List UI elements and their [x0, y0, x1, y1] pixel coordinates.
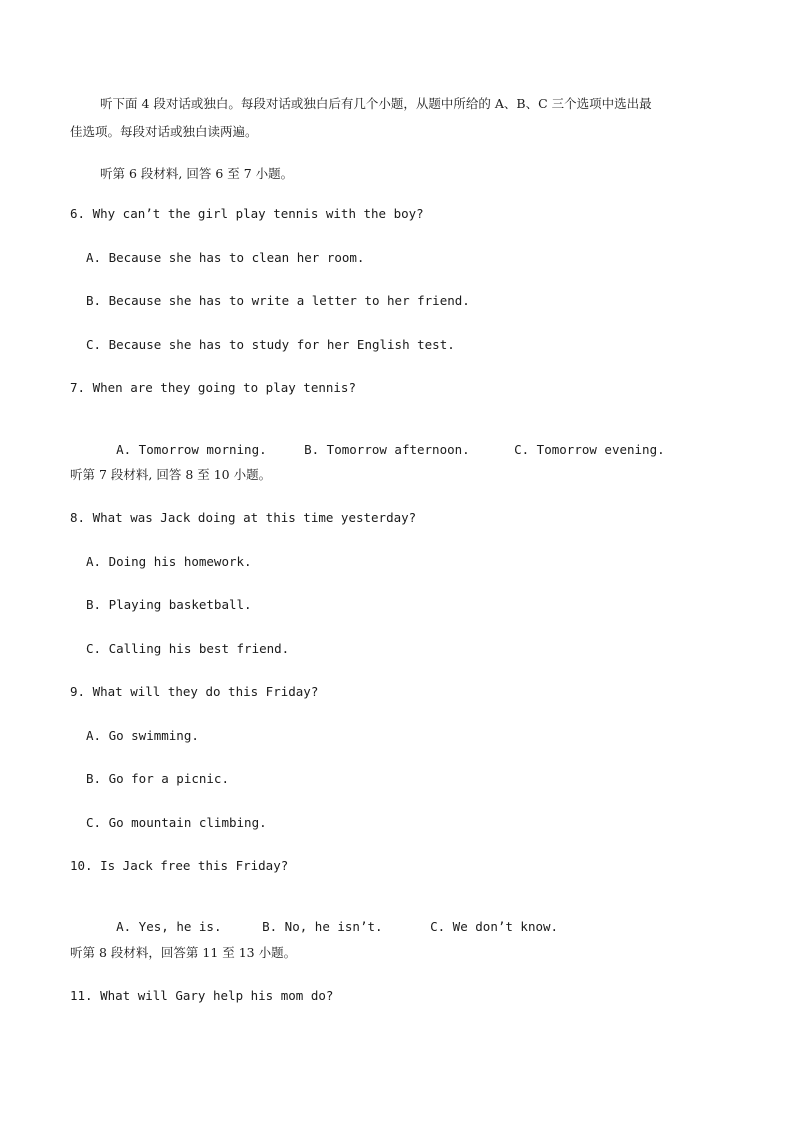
- q10-option-a: A. Yes, he is.: [116, 919, 222, 934]
- q7-option-b: B. Tomorrow afternoon.: [304, 442, 470, 457]
- q8-option-a: A. Doing his homework.: [86, 554, 252, 569]
- q6-option-c: C. Because she has to study for her English test.: [86, 337, 455, 352]
- q6-option-a: A. Because she has to clean her room.: [86, 250, 365, 265]
- section-7-heading: 听第 7 段材料, 回答 8 至 10 小题。: [70, 467, 272, 482]
- q9-option-a: A. Go swimming.: [86, 728, 199, 743]
- section-8-heading: 听第 8 段材料，回答第 11 至 13 小题。: [70, 945, 297, 960]
- instructions-line-2: 佳选项。每段对话或独白读两遍。: [70, 124, 258, 139]
- q7-option-a: A. Tomorrow morning.: [116, 442, 267, 457]
- question-7: 7. When are they going to play tennis?: [70, 380, 356, 395]
- question-9: 9. What will they do this Friday?: [70, 684, 319, 699]
- q9-option-c: C. Go mountain climbing.: [86, 815, 267, 830]
- q8-option-b: B. Playing basketball.: [86, 597, 252, 612]
- q10-option-c: C. We don’t know.: [430, 919, 559, 934]
- q10-option-b: B. No, he isn’t.: [262, 919, 383, 934]
- question-10: 10. Is Jack free this Friday?: [70, 858, 289, 873]
- q9-option-b: B. Go for a picnic.: [86, 771, 229, 786]
- q8-option-c: C. Calling his best friend.: [86, 641, 290, 656]
- q6-option-b: B. Because she has to write a letter to her friend.: [86, 293, 470, 308]
- question-8: 8. What was Jack doing at this time yesterday?: [70, 510, 417, 525]
- question-6: 6. Why can’t the girl play tennis with the boy?: [70, 206, 424, 221]
- instructions-line-1: 听下面 4 段对话或独白。每段对话或独白后有几个小题，从题中所给的 A、B、C 三个选项中选出最: [100, 96, 652, 111]
- section-6-heading: 听第 6 段材料, 回答 6 至 7 小题。: [100, 166, 294, 181]
- q7-option-c: C. Tomorrow evening.: [514, 442, 665, 457]
- question-11: 11. What will Gary help his mom do?: [70, 988, 334, 1003]
